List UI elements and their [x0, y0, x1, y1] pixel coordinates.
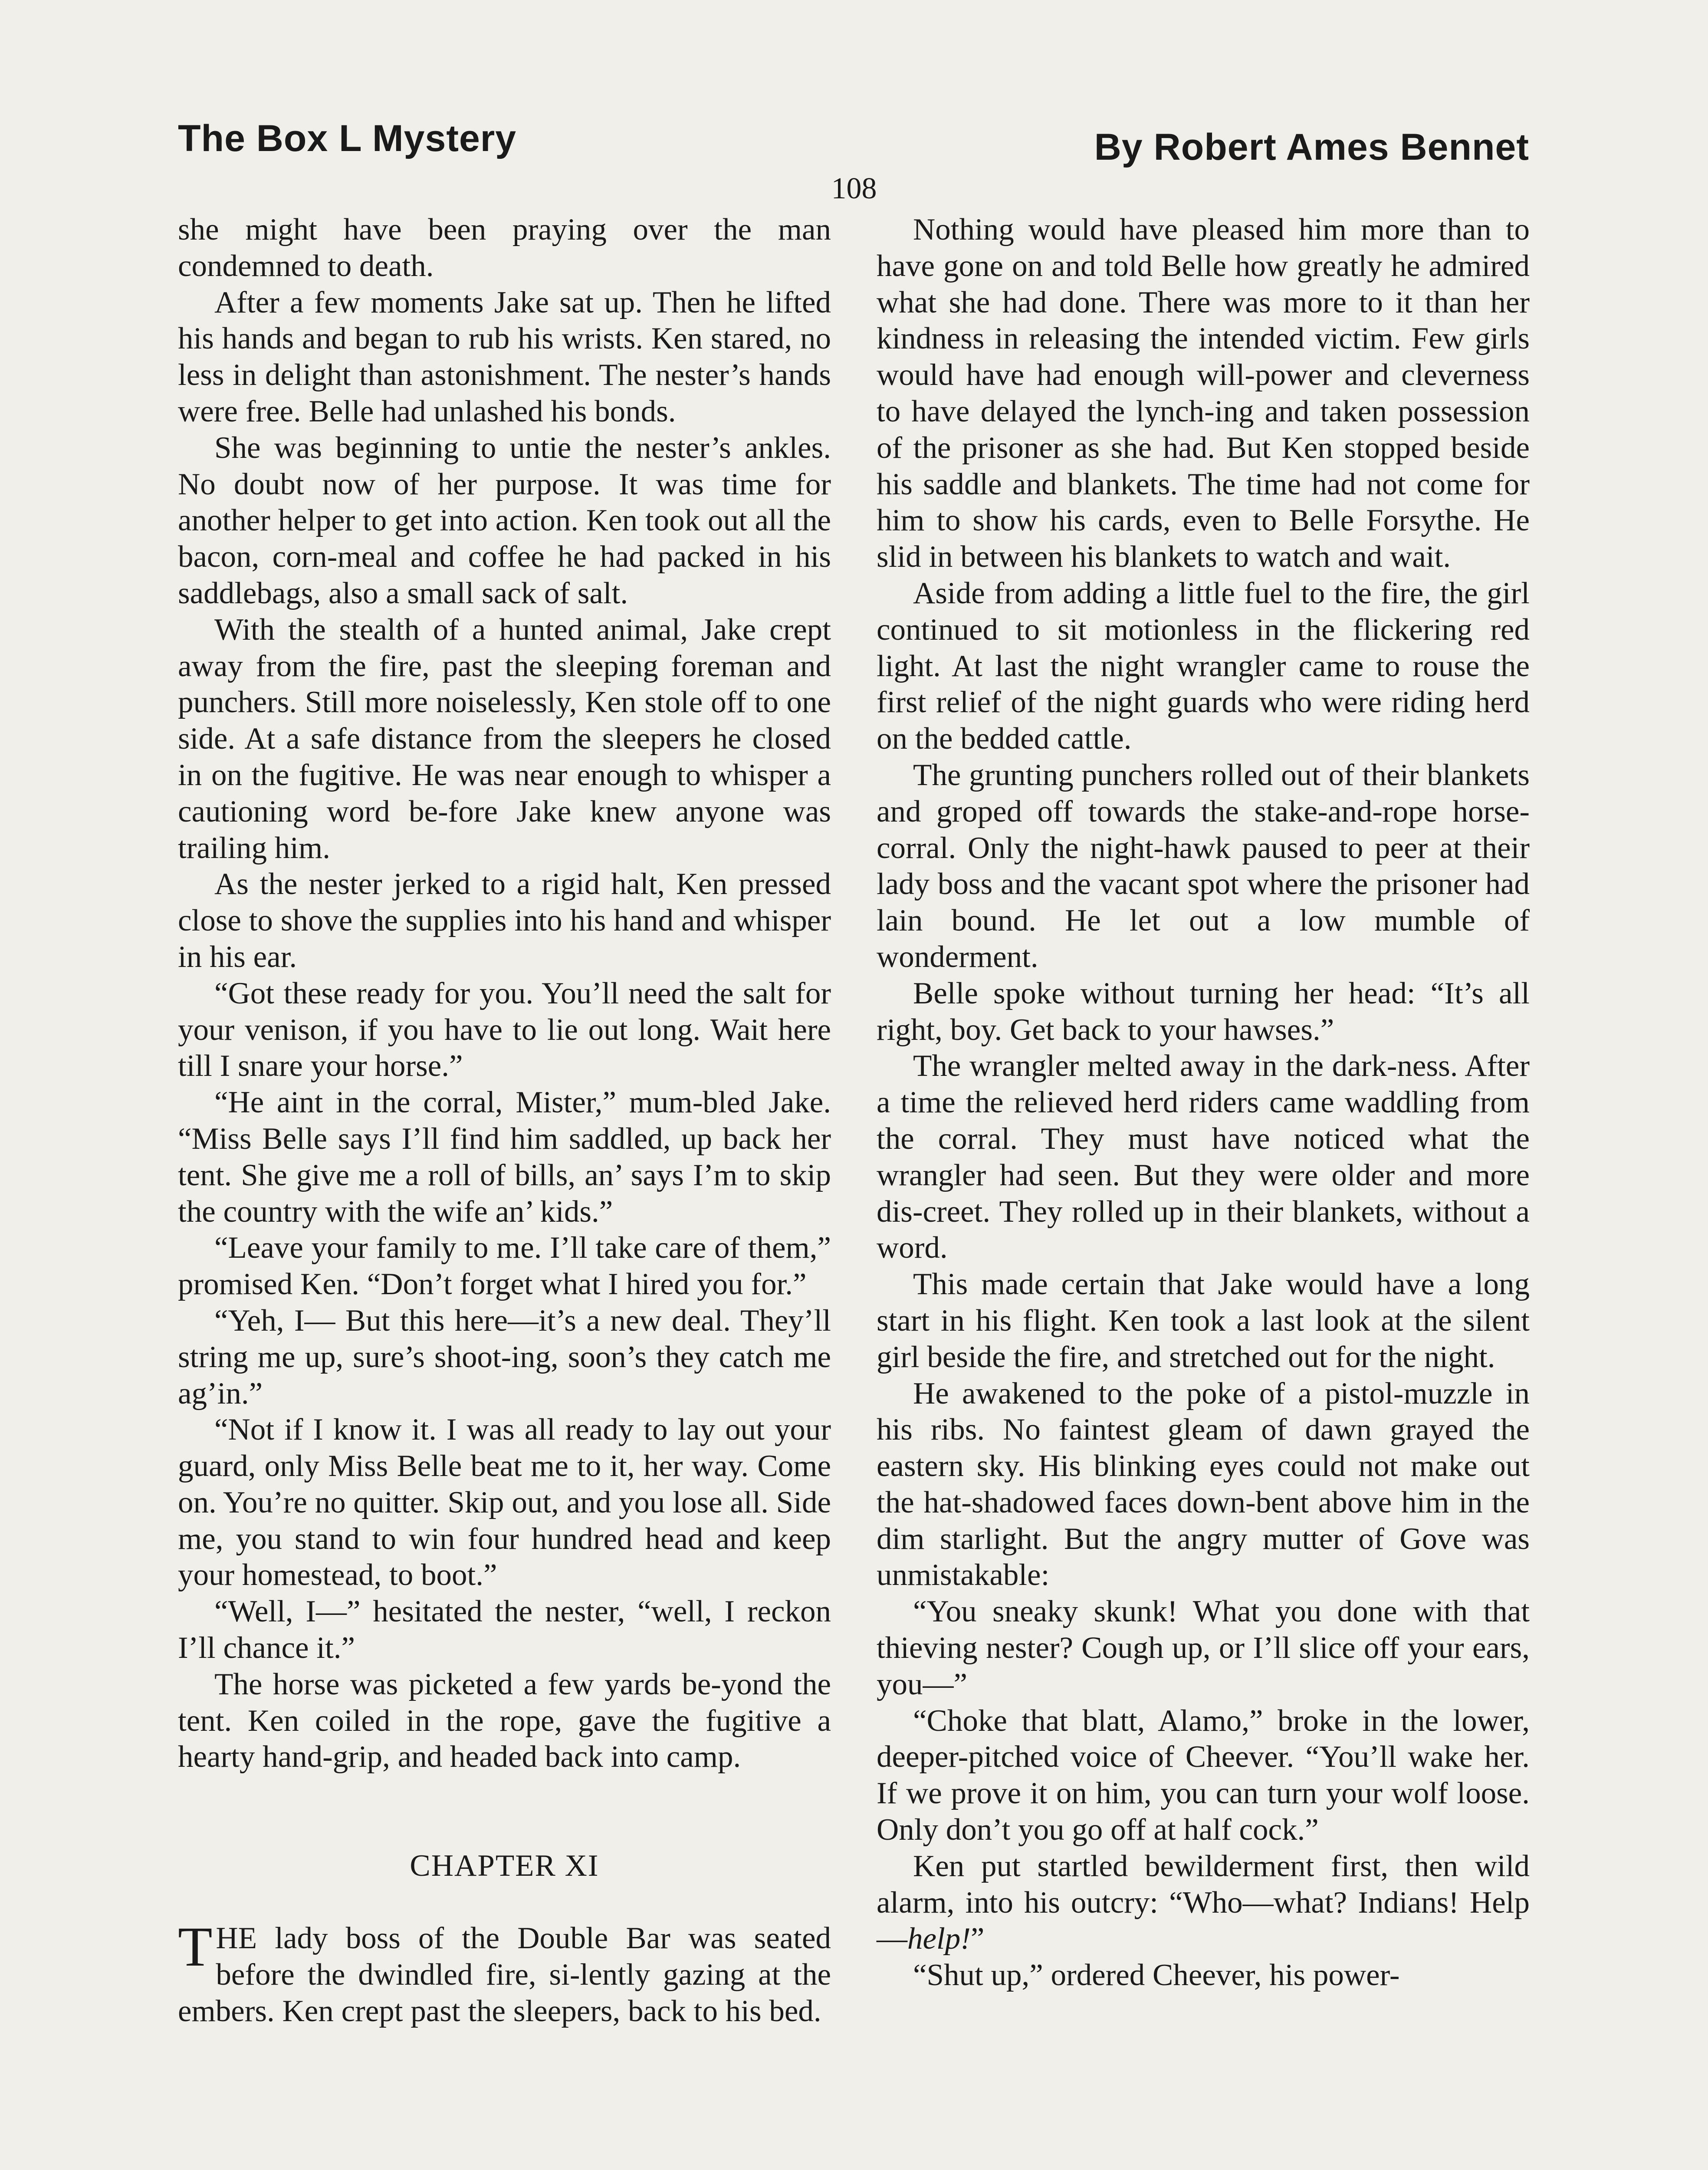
page-number: 108: [831, 172, 877, 205]
paragraph: “Leave your family to me. I’ll take care of them,” promised Ken. “Don’t forget what I hired you for.”: [178, 1231, 831, 1302]
drop-cap: T: [178, 1916, 213, 1979]
paragraph: She was beginning to untie the nester’s ankles. No doubt now of her purpose. It was time for another helper to get into action. Ken took out all the bacon, corn-meal and coffee he had packed in his saddlebags, also a small sack of salt.: [178, 431, 831, 610]
paragraph: she might have been praying over the man condemned to death.: [178, 213, 831, 283]
paragraph: “Got these ready for you. You’ll need the salt for your venison, if you have to lie out long. Wait here till I snare your horse.”: [178, 976, 831, 1083]
paragraph: This made certain that Jake would have a long start in his flight. Ken took a last look at the silent girl beside the fire, and stretched out for the night.: [877, 1267, 1530, 1374]
paragraph: After a few moments Jake sat up. Then he lifted his hands and began to rub his wrists. Ken stared, no less in delight than astonishment. The nester’s hands were free. Belle had unlashed his bonds.: [178, 285, 831, 428]
story-author: By Robert Ames Bennet: [1094, 126, 1529, 168]
paragraph: The wrangler melted away in the dark-ness. After a time the relieved herd riders came waddling from the corral. They must have noticed what the wrangler had seen. But they were older and more dis-creet. They rolled up in their blankets, without a word.: [877, 1049, 1530, 1265]
italic-text: help!: [907, 1922, 971, 1956]
paragraph: With the stealth of a hunted animal, Jake crept away from the fire, past the sleeping foreman and punchers. Still more noiselessly, Ken stole off to one side. At a safe distance from the sleepers he closed in on the fugitive. He was near enough to whisper a cautioning word be-fore Jake knew anyone was trailing him.: [178, 612, 831, 865]
paragraph: Nothing would have pleased him more than to have gone on and told Belle how greatly he admired what she had done. There was more to it than her kindness in releasing the intended victim. Few girls would have had enough will-power and cleverness to have delayed the lynch-ing and taken possession of the prisoner as she had. But Ken stopped beside his saddle and blankets. The time had not come for him to show his cards, even to Belle Forsythe. He slid in between his blankets to watch and wait.: [877, 213, 1530, 574]
paragraph: He awakened to the poke of a pistol-muzzle in his ribs. No faintest gleam of dawn grayed the eastern sky. His blinking eyes could not make out the hat-shadowed faces down-bent above him in the dim starlight. But the angry mutter of Gove was unmistakable:: [877, 1376, 1530, 1592]
story-title: The Box L Mystery: [178, 118, 517, 159]
paragraph: Belle spoke without turning her head: “It’s all right, boy. Get back to your hawses.”: [877, 976, 1530, 1047]
paragraph: “Not if I know it. I was all ready to lay out your guard, only Miss Belle beat me to it, her way. Come on. You’re no quitter. Skip out, and you lose all. Side me, you stand to win four hundred head and keep your homestead, to boot.”: [178, 1413, 831, 1592]
chapter-heading: CHAPTER XI: [410, 1849, 599, 1883]
paragraph: “You sneaky skunk! What you done with that thieving nester? Cough up, or I’ll slice off your ears, you—”: [877, 1595, 1530, 1701]
paragraph: “Choke that blatt, Alamo,” broke in the lower, deeper-pitched voice of Cheever. “You’ll wake her. If we prove it on him, you can turn your wolf loose. Only don’t you go off at half cock.”: [877, 1703, 1530, 1847]
paragraph-text: Ken put startled bewilderment first, then wild alarm, into his outcry: “Who—what? Indians! Help—: [877, 1849, 1530, 1956]
paragraph: The horse was picketed a few yards be-yond the tent. Ken coiled in the rope, gave the fugitive a hearty hand-grip, and headed back into camp.: [178, 1667, 831, 1774]
right-column: [877, 212, 1530, 1994]
chapter-opening-paragraph: [178, 1916, 831, 2029]
paragraph: “Well, I—” hesitated the nester, “well, I reckon I’ll chance it.”: [178, 1595, 831, 1665]
paragraph: Aside from adding a little fuel to the fire, the girl continued to sit motionless in the flickering red light. At last the night wrangler came to rouse the first relief of the night guards who were riding herd on the bedded cattle.: [877, 576, 1530, 756]
paragraph-text-end: ”: [970, 1922, 985, 1956]
paragraph: As the nester jerked to a rigid halt, Ken pressed close to shove the supplies into his hand and whisper in his ear.: [178, 867, 831, 974]
paragraph: “He aint in the corral, Mister,” mum-bled Jake. “Miss Belle says I’ll find him saddled, up back her tent. She give me a roll of bills, an’ says I’m to skip the country with the wife an’ kids.”: [178, 1085, 831, 1229]
paragraph: “Yeh, I— But this here—it’s a new deal. They’ll string me up, sure’s shoot-ing, soon’s they catch me ag’in.”: [178, 1303, 831, 1410]
paragraph: [877, 1848, 1530, 1957]
paragraph: The grunting punchers rolled out of their blankets and groped off towards the stake-and-rope horse-corral. Only the night-hawk paused to peer at their lady boss and the vacant spot where the prisoner had lain bound. He let out a low mumble of wonderment.: [877, 758, 1530, 974]
chapter-opening-text: HE lady boss of the Double Bar was seated before the dwindled fire, si-lently gazing at the embers. Ken crept past the sleepers, back to his bed.: [178, 1921, 831, 2028]
left-column: [178, 212, 831, 2029]
paragraph: “Shut up,” ordered Cheever, his power-: [913, 1958, 1400, 1992]
